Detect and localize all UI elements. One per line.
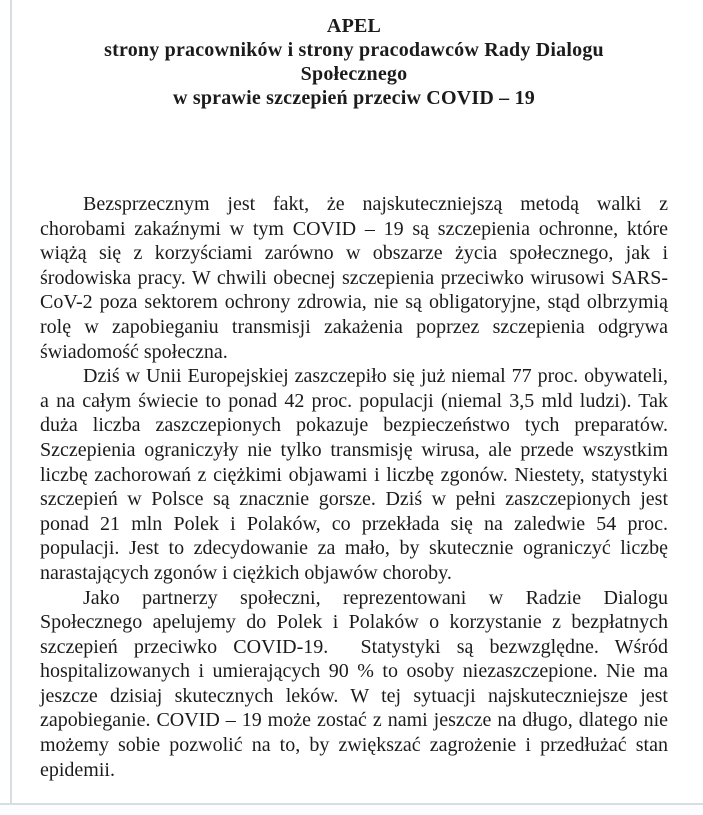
title-line-council: Społecznego	[300, 63, 408, 85]
document-body	[40, 192, 668, 782]
document-title	[40, 14, 668, 110]
document-page	[40, 14, 668, 782]
below-page-area	[0, 805, 703, 815]
title-line-apel: APEL	[326, 15, 382, 37]
page-edge-left-line	[10, 0, 12, 803]
title-line-parties: strony pracowników i strony pracodawców Rady Dialogu	[104, 39, 604, 61]
paragraph-3: Jako partnerzy społeczni, reprezentowani w Radzie Dialogu Społecznego apelujemy do Polek i Polaków o korzystanie z bezpłatnych szczepień przeciwko COVID-19. Statystyki są bezwzględne. Wśród hospitalizowanych i umierających 90 % to osoby niezaszczepione. Nie ma jeszcze dzisiaj skutecznych leków. W tej sytuacji najskuteczniejsze jest zapobieganie. COVID – 19 może zostać z nami jeszcze na długo, dlatego nie możemy sobie pozwolić na to, by zwiększać zagrożenie i przedłużać stan epidemii.	[40, 586, 668, 781]
paragraph-2: Dziś w Unii Europejskiej zaszczepiło się już niemal 77 proc. obywateli, a na całym świecie to ponad 42 proc. populacji (niemal 3,5 mld ludzi). Tak duża liczba zaszczepionych pokazuje bezpieczeństwo tych preparatów. Szczepienia ograniczyły nie tylko transmisję wirusa, ale przede wszystkim liczbę zachorowań z ciężkimi objawami i liczbę zgonów. Niestety, statystyki szczepień w Polsce są znacznie gorsze. Dziś w pełni zaszczepionych jest ponad 21 mln Polek i Polaków, co przekłada się na zaledwie 54 proc. populacji. Jest to zdecydowanie za mało, by skutecznie ograniczyć liczbę narastających zgonów i ciężkich objawów choroby.	[40, 365, 668, 584]
title-line-subject: w sprawie szczepień przeciw COVID – 19	[173, 87, 535, 109]
paragraph-1: Bezsprzecznym jest fakt, że najskuteczniejszą metodą walki z chorobami zakaźnymi w tym COVID – 19 są szczepienia ochronne, które wiążą się z korzyściami zarówno w obszarze życia społecznego, jak i środowiska pracy. W chwili obecnej szczepienia przeciwko wirusowi SARS-CoV-2 poza sektorem ochrony zdrowia, nie są obligatoryjne, stąd olbrzymią rolę w zapobieganiu transmisji zakażenia poprzez szczepienia odgrywa świadomość społeczna.	[40, 193, 668, 363]
